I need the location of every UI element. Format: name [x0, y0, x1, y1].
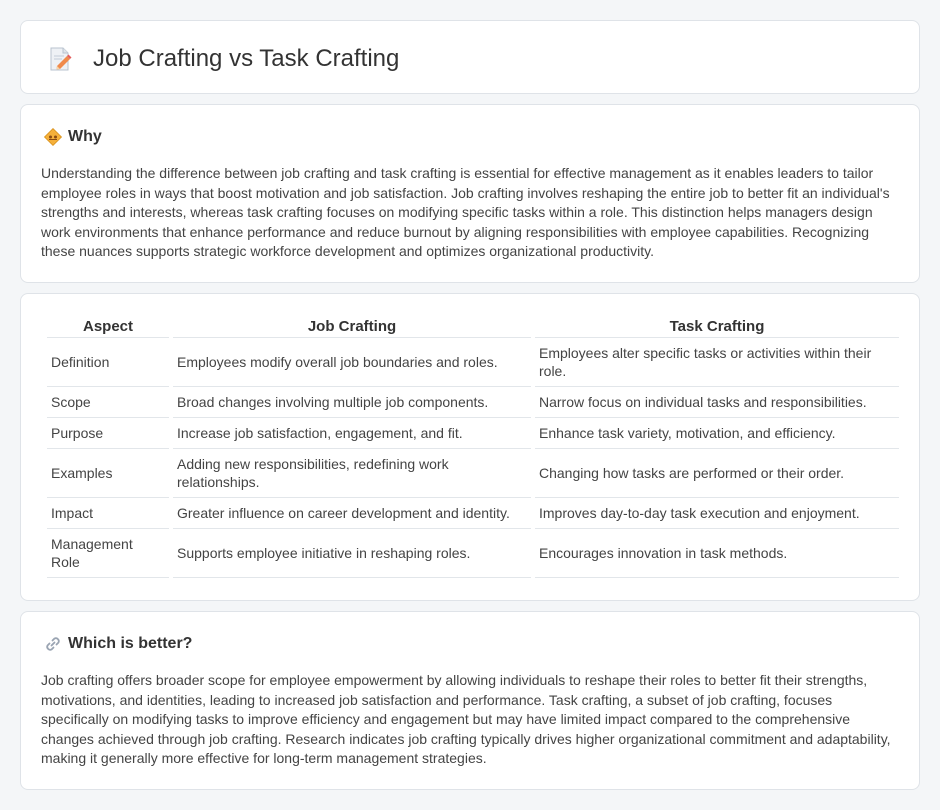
page-title: Job Crafting vs Task Crafting — [93, 45, 400, 72]
why-heading — [43, 127, 102, 147]
job-crafting-cell: Increase job satisfaction, engagement, and fit. — [173, 418, 531, 449]
comparison-section — [20, 293, 920, 601]
table-row — [47, 498, 899, 529]
task-crafting-cell: Encourages innovation in task methods. — [535, 529, 899, 578]
task-crafting-cell: Narrow focus on individual tasks and responsibilities. — [535, 387, 899, 418]
aspect-cell: Definition — [47, 338, 169, 387]
header-aspect: Aspect — [47, 315, 169, 338]
aspect-cell: Impact — [47, 498, 169, 529]
header-job-crafting: Job Crafting — [173, 315, 531, 338]
job-crafting-cell: Supports employee initiative in reshaping roles. — [173, 529, 531, 578]
title-row — [47, 45, 399, 73]
which-is-better-section — [20, 611, 920, 790]
table-row — [47, 387, 899, 418]
table-row — [47, 418, 899, 449]
task-crafting-cell: Employees alter specific tasks or activities within their role. — [535, 338, 899, 387]
better-body: Job crafting offers broader scope for employee empowerment by allowing individuals to reshape their roles to better fit their strengths, motivations, and identities, leading to increased job satisfaction and performance. Task crafting, a subset of job crafting, focuses specifically on modifying tasks to improve efficiency and engagement but may have limited impact compared to the comprehensive changes achieved through job crafting. Research indicates job crafting typically drives higher organizational commitment and adaptability, making it generally more effective for long-term management strategies. — [41, 672, 891, 767]
diamond-signs-icon — [43, 127, 63, 147]
header-task-crafting: Task Crafting — [535, 315, 899, 338]
table-row — [47, 338, 899, 387]
task-crafting-cell: Changing how tasks are performed or their order. — [535, 449, 899, 498]
job-crafting-cell: Broad changes involving multiple job components. — [173, 387, 531, 418]
better-heading — [43, 634, 192, 654]
aspect-cell: Scope — [47, 387, 169, 418]
comparison-table — [43, 315, 903, 578]
why-section — [20, 104, 920, 283]
job-crafting-cell: Greater influence on career development and identity. — [173, 498, 531, 529]
aspect-cell: Examples — [47, 449, 169, 498]
better-title: Which is better? — [68, 635, 193, 652]
task-crafting-cell: Enhance task variety, motivation, and efficiency. — [535, 418, 899, 449]
aspect-cell: Purpose — [47, 418, 169, 449]
job-crafting-cell: Employees modify overall job boundaries and roles. — [173, 338, 531, 387]
job-crafting-cell: Adding new responsibilities, redefining work relationships. — [173, 449, 531, 498]
link-icon — [43, 634, 63, 654]
why-title: Why — [68, 128, 102, 145]
aspect-cell: Management Role — [47, 529, 169, 578]
why-body: Understanding the difference between job crafting and task crafting is essential for effective management as it enables leaders to tailor employee roles in ways that boost motivation and job satisfaction. Job crafting involves reshaping the entire job to better fit an individual's strengths and interests, whereas task crafting focuses on modifying specific tasks within a role. This distinction helps managers design work environments that enhance performance and reduce burnout by aligning responsibilities with employee capabilities. Recognizing these nuances supports strategic workforce development and optimizes organizational productivity. — [41, 165, 890, 260]
header-card — [20, 20, 920, 94]
task-crafting-cell: Improves day-to-day task execution and enjoyment. — [535, 498, 899, 529]
table-header-row — [47, 315, 899, 338]
table-row — [47, 449, 899, 498]
table-row — [47, 529, 899, 578]
document-pencil-icon — [47, 46, 73, 72]
